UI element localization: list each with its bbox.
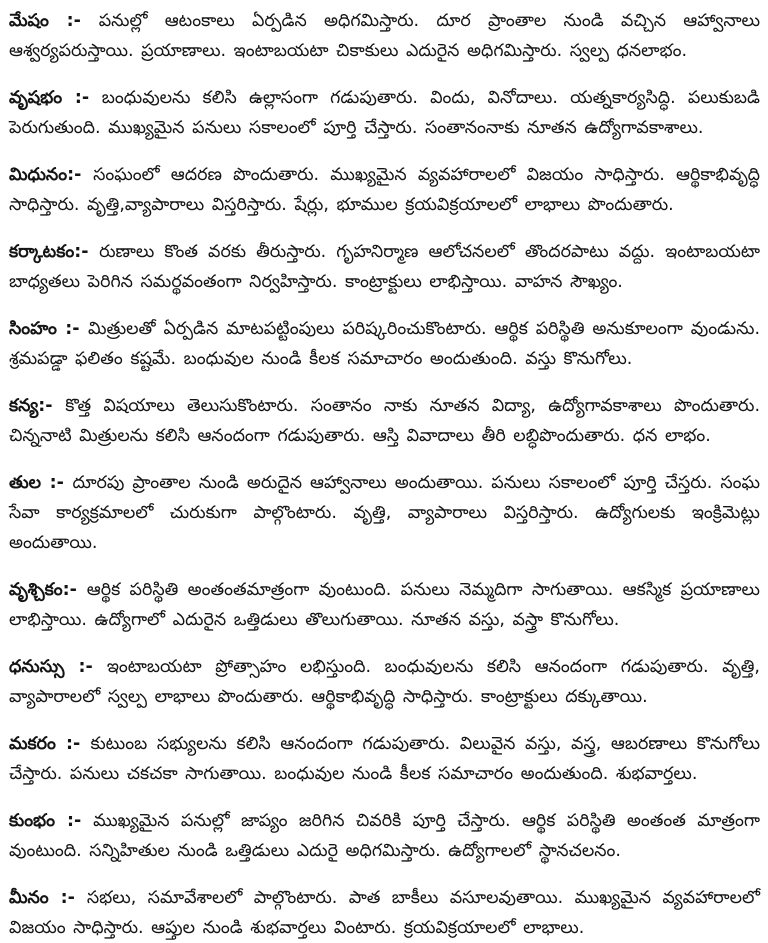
zodiac-sign-name: వృషభం xyxy=(9,88,63,108)
zodiac-sign-name: కన్య xyxy=(9,396,39,416)
zodiac-prediction-text: సభలు, సమావేశాలలో పాల్గొంటారు. పాత బాకీలు వసూలవుతాయి. ముఖ్యమైన వ్యవహారాలలో విజయం సాధిస్తారు. ఆప్తుల నుండి శుభవార్తలు వింటారు. క్రయవిక్రయాలలో లాభాలు. xyxy=(9,888,760,938)
zodiac-prediction-text: రుణాలు కొంత వరకు తీరుస్తారు. గృహనిర్మాణ ఆలోచనలలో తొందరపాటు వద్దు. ఇంటాబయటా బాధ్యతలు పెరిగిన సమర్థవంతంగా నిర్వహిస్తారు. కాంట్రాక్టులు లాభిస్తాయి. వాహన సౌఖ్యం. xyxy=(9,242,760,292)
zodiac-entry xyxy=(9,237,760,297)
zodiac-entry xyxy=(9,729,760,789)
zodiac-prediction-text: దూరపు ప్రాంతాల నుండి అరుదైన ఆహ్వానాలు అందుతాయి. పనులు సకాలంలో పూర్తి చేస్తరు. సంఘ సేవా కార్యక్రమాలలో చురుకుగా పాల్గొంటారు. వృత్తి, వ్యాపారాలు విస్తరిస్తారు. ఉద్యోగులకు ఇంక్రిమెట్లు అందుతాయి. xyxy=(9,473,760,553)
sign-separator: :- xyxy=(62,580,87,600)
sign-separator: :- xyxy=(48,11,99,31)
zodiac-sign-name: సింహం xyxy=(9,319,57,339)
zodiac-prediction-text: బంధువులను కలిసి ఉల్లాసంగా గడుపుతారు. విందు, వినోదాలు. యత్నకార్యసిద్ధి. పలుకుబడి పెరుగుతుంది. ముఖ్యమైన పనులు సకాలంలో పూర్తి చేస్తారు. సంతానంనాకు నూతన ఉద్యోగావకాశాలు. xyxy=(9,88,760,138)
zodiac-entry xyxy=(9,652,760,712)
zodiac-sign-name: కర్కాటకం xyxy=(9,242,75,262)
zodiac-prediction-text: మిత్రులతో ఏర్పడిన మాటపట్టింపులు పరిష్కరించుకొంటారు. ఆర్థిక పరిస్థితి అనుకూలంగా వుండును. శ్రమపడ్డా ఫలితం కష్టమే. బంధువుల నుండి కీలక సమాచారం అందుతుంది. వస్తు కొనుగోలు. xyxy=(9,319,761,369)
sign-separator: :- xyxy=(55,811,94,831)
zodiac-entry xyxy=(9,883,760,943)
sign-separator: :- xyxy=(64,657,107,677)
zodiac-entry xyxy=(9,391,760,451)
zodiac-sign-name: తుల xyxy=(9,473,42,493)
zodiac-sign-name: మకరం xyxy=(9,734,56,754)
zodiac-entry xyxy=(9,6,760,66)
zodiac-prediction-text: కొత్త విషయాలు తెలుసుకొంటారు. సంతానం నాకు నూతన విద్యా, ఉద్యోగావకాశాలు పొందుతారు. చిన్ననాటి మిత్రులను కలిసి ఆనందంగా గడుపుతారు. ఆస్తి వివాదాలు తీరి లబ్ధిపొందుతారు. ధన లాభం. xyxy=(9,396,761,446)
zodiac-sign-name: మిధునం xyxy=(9,165,68,185)
zodiac-prediction-text: కుటుంబ సభ్యులను కలిసి ఆనందంగా గడుపుతారు. విలువైన వస్తు, వస్త్ర, ఆబరణాలు కొనుగోలు చేస్తారు. పనులు చకచకా సాగుతాయి. బంధువుల నుండి కీలక సమాచారం అందుతుంది. శుభవార్తలు. xyxy=(9,734,761,784)
sign-separator: :- xyxy=(67,165,94,185)
zodiac-sign-name: వృశ్చికం xyxy=(9,580,63,600)
zodiac-sign-name: కుంభం xyxy=(9,811,56,831)
zodiac-prediction-text: ఆర్థిక పరిస్థితి అంతంతమాత్రంగా వుంటుంది. పనులు నెమ్మదిగా సాగుతాయి. ఆకస్మిక ప్రయాణాలు లాభిస్తాయి. ఉద్యోగాలో ఎదురైన ఒత్తిడులు తొలుగుతాయి. నూతన వస్తు, వస్త్రా కొనుగోలు. xyxy=(9,580,760,630)
sign-separator: :- xyxy=(56,319,88,339)
sign-separator: :- xyxy=(55,734,91,754)
sign-separator: :- xyxy=(48,888,87,908)
zodiac-entry xyxy=(9,160,760,220)
sign-separator: :- xyxy=(41,473,73,493)
sign-separator: :- xyxy=(62,88,102,108)
zodiac-sign-name: మీనం xyxy=(9,888,49,908)
sign-separator: :- xyxy=(38,396,66,416)
zodiac-sign-name: ధనుస్సు xyxy=(9,657,65,677)
zodiac-prediction-text: ముఖ్యమైన పనుల్లో జాప్యం జరిగిన చివరికి పూర్తి చేస్తారు. ఆర్థిక పరిస్థితి అంతంత మాత్రంగా వుంటుంది. సన్నిహితుల నుండి ఒత్తిడులు ఎదురై అధిగమిస్తారు. ఉద్యోగాలలో స్థానచలనం. xyxy=(9,811,760,861)
zodiac-prediction-text: పనుల్లో ఆటంకాలు ఏర్పడిన అధిగమిస్తారు. దూర ప్రాంతాల నుండి వచ్చిన ఆహ్వానాలు ఆశ్వర్యపరుస్తాయి. ప్రయాణాలు. ఇంటాబయటా చికాకులు ఎదురైన అధిగమిస్తారు. స్వల్ప ధనలాభం. xyxy=(9,11,760,61)
zodiac-sign-name: మేషం xyxy=(9,11,49,31)
zodiac-entry xyxy=(9,575,760,635)
zodiac-entry xyxy=(9,314,760,374)
zodiac-entries-container xyxy=(9,6,760,943)
zodiac-prediction-text: సంఘంలో ఆదరణ పొందుతారు. ముఖ్యమైన వ్యవహారాలలో విజయం సాధిస్తారు. ఆర్థికాభివృద్ధి సాధిస్తారు. వృత్తి,వ్యాపారాలు విస్తరిస్తారు. షేర్లు, భూముల క్రయవిక్రయాలలో లాభాలు పొందుతారు. xyxy=(9,165,760,215)
zodiac-entry xyxy=(9,806,760,866)
sign-separator: :- xyxy=(74,242,100,262)
zodiac-entry xyxy=(9,468,760,558)
zodiac-entry xyxy=(9,83,760,143)
zodiac-prediction-text: ఇంటాబయటా ప్రోత్సాహం లభిస్తుంది. బంధువులను కలిసి ఆనందంగా గడుపుతారు. వృత్తి, వ్యాపారాలలో స్వల్ప లాభాలు పొందుతారు. ఆర్థికాభివృద్ధి సాధిస్తారు. కాంట్రాక్టులు దక్కుతాయి. xyxy=(9,657,760,707)
